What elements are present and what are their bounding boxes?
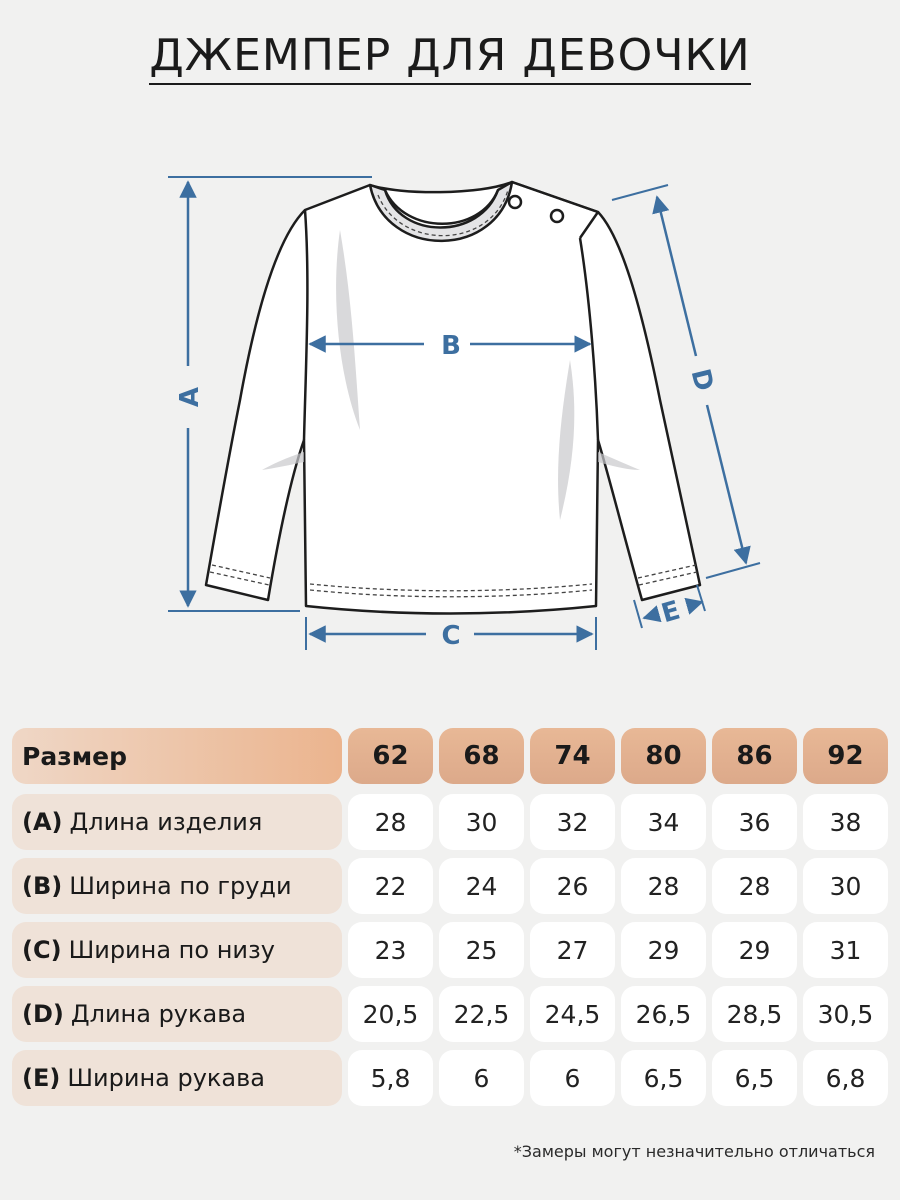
header-size: 74 <box>530 728 615 784</box>
table-cell: 30 <box>439 794 524 850</box>
label-e: E <box>658 595 684 630</box>
table-cell: 38 <box>803 794 888 850</box>
footnote: *Замеры могут незначительно отличаться <box>513 1142 875 1161</box>
table-cell: 24 <box>439 858 524 914</box>
table-cell: 26 <box>530 858 615 914</box>
table-cell: 22,5 <box>439 986 524 1042</box>
table-cell: 27 <box>530 922 615 978</box>
table-row-label: (E) Ширина рукава <box>12 1050 342 1106</box>
table-cell: 30,5 <box>803 986 888 1042</box>
table-row-label: (D) Длина рукава <box>12 986 342 1042</box>
table-cell: 32 <box>530 794 615 850</box>
table-row-label: (C) Ширина по низу <box>12 922 342 978</box>
table-cell: 28 <box>348 794 433 850</box>
table-cell: 5,8 <box>348 1050 433 1106</box>
table-cell: 28 <box>621 858 706 914</box>
table-cell: 29 <box>621 922 706 978</box>
table-cell: 6,8 <box>803 1050 888 1106</box>
header-size: 68 <box>439 728 524 784</box>
table-cell: 25 <box>439 922 524 978</box>
header-size: 86 <box>712 728 797 784</box>
table-cell: 20,5 <box>348 986 433 1042</box>
table-cell: 29 <box>712 922 797 978</box>
table-cell: 31 <box>803 922 888 978</box>
header-size: 80 <box>621 728 706 784</box>
table-cell: 26,5 <box>621 986 706 1042</box>
table-cell: 6,5 <box>712 1050 797 1106</box>
table-cell: 30 <box>803 858 888 914</box>
table-cell: 34 <box>621 794 706 850</box>
header-size: 92 <box>803 728 888 784</box>
table-cell: 28,5 <box>712 986 797 1042</box>
label-a: A <box>175 386 205 408</box>
label-c: C <box>441 621 461 651</box>
table-cell: 24,5 <box>530 986 615 1042</box>
measure-c <box>306 617 596 651</box>
table-cell: 36 <box>712 794 797 850</box>
label-b: B <box>441 331 461 361</box>
table-cell: 28 <box>712 858 797 914</box>
page-title: ДЖЕМПЕР ДЛЯ ДЕВОЧКИ <box>0 30 900 81</box>
label-d: D <box>684 365 719 395</box>
table-row-label: (A) Длина изделия <box>12 794 342 850</box>
table-row-label: (B) Ширина по груди <box>12 858 342 914</box>
table-cell: 6,5 <box>621 1050 706 1106</box>
table-cell: 6 <box>439 1050 524 1106</box>
table-cell: 6 <box>530 1050 615 1106</box>
table-cell: 23 <box>348 922 433 978</box>
header-size-label: Размер <box>12 728 342 784</box>
header-size: 62 <box>348 728 433 784</box>
sweater-illustration <box>206 182 700 614</box>
table-cell: 22 <box>348 858 433 914</box>
